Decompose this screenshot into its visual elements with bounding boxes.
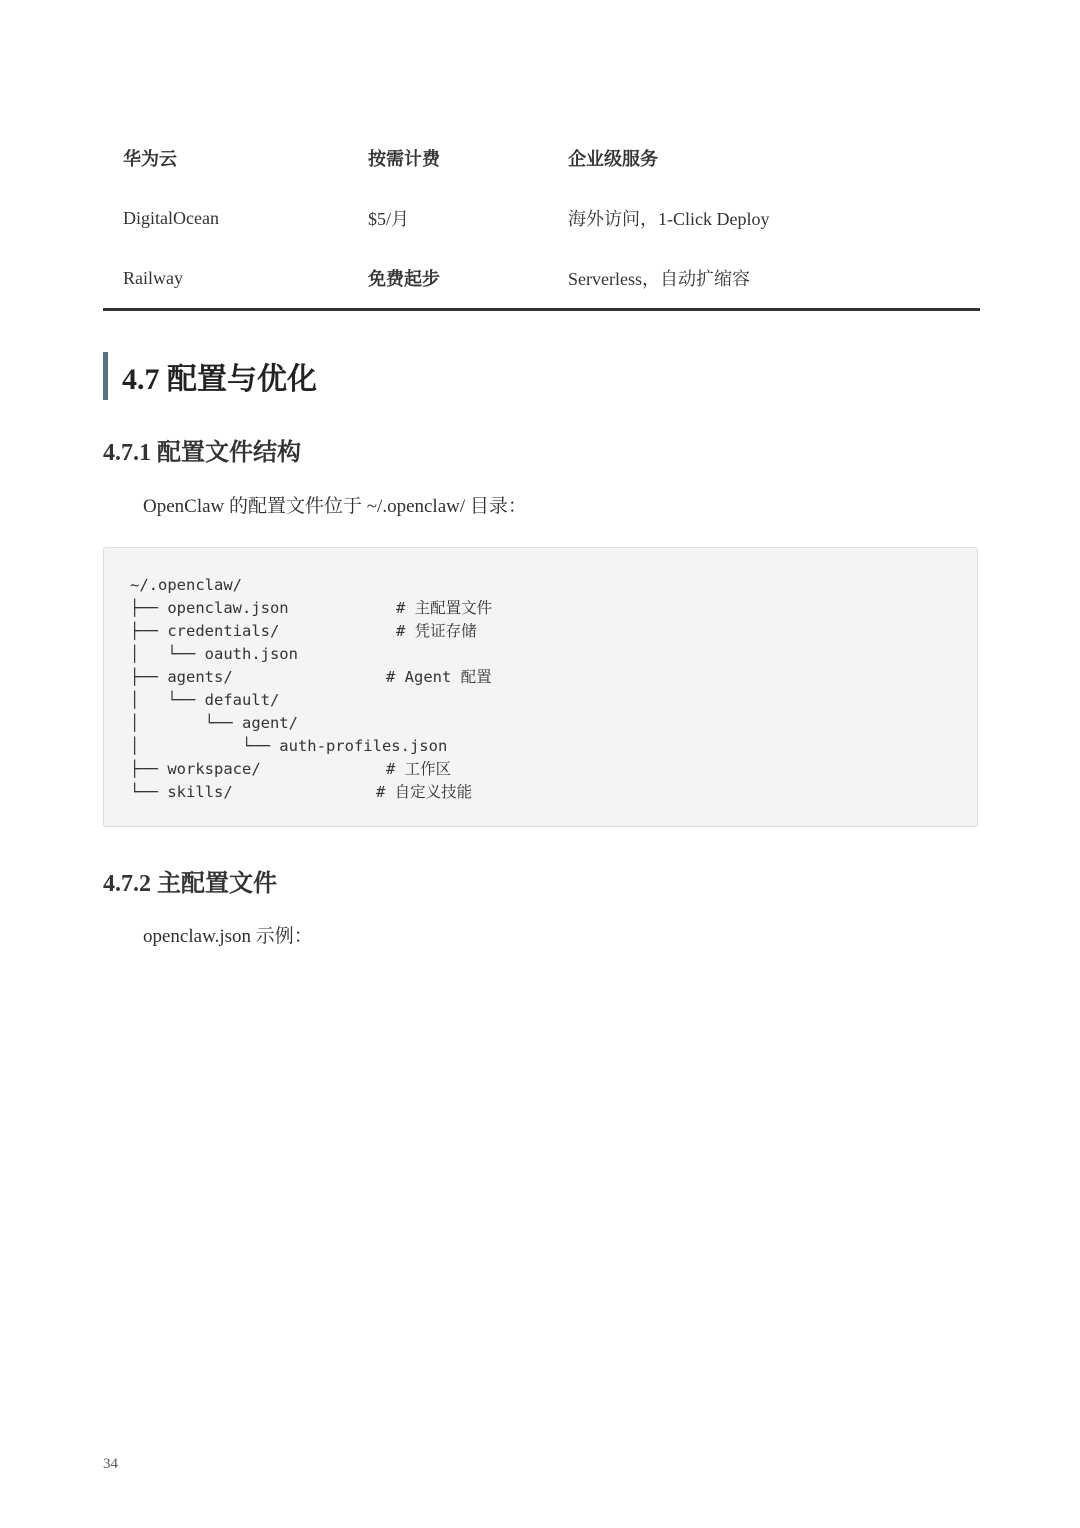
page-number: 34 [103,1456,118,1472]
code-line [130,574,447,597]
code-line [130,597,493,620]
provider-price: 按需计费 [368,149,440,169]
code-path: │ └── oauth.json [130,645,298,663]
config-location-paragraph: OpenClaw 的配置文件位于 ~/.openclaw/ 目录： [143,496,527,517]
section-heading [103,352,317,400]
code-path: ├── agents/ [130,668,233,686]
provider-name: 华为云 [123,149,177,169]
section-title: 4.7 配置与优化 [122,363,317,396]
provider-note: Serverless，自动扩缩容 [568,269,750,289]
code-path: ├── credentials/ [130,622,280,640]
table-row [103,188,980,248]
code-comment: # Agent 配置 [386,668,492,686]
code-path: │ └── default/ [130,691,280,709]
code-lines [130,574,493,804]
provider-table [103,128,980,311]
code-path: ├── openclaw.json [130,599,289,617]
subsection-heading-config-structure: 4.7.1 配置文件结构 [103,440,301,466]
provider-price: 免费起步 [368,269,440,289]
code-path: ~/.openclaw/ [130,576,242,594]
code-line [130,781,473,804]
subsection-heading-main-config: 4.7.2 主配置文件 [103,871,277,897]
code-line [130,689,447,712]
provider-note: 企业级服务 [568,149,658,169]
code-comment: # 工作区 [386,760,452,778]
table-row [103,128,980,188]
code-path: │ └── agent/ [130,714,298,732]
code-line [130,758,452,781]
code-path: └── skills/ [130,783,233,801]
code-line [130,735,447,758]
table-row [103,248,980,308]
provider-name: Railway [123,267,183,288]
provider-price: $5/月 [368,209,410,229]
provider-name: DigitalOcean [123,207,219,228]
main-config-paragraph: openclaw.json 示例： [143,926,313,947]
code-comment: # 主配置文件 [396,599,493,617]
code-comment: # 自定义技能 [376,783,473,801]
code-line [130,620,477,643]
code-line [130,666,492,689]
code-path: │ └── auth-profiles.json [130,737,448,755]
code-comment: # 凭证存储 [396,622,477,640]
code-line [130,712,447,735]
code-line [130,643,447,666]
code-path: ├── workspace/ [130,760,261,778]
code-block [103,547,978,827]
provider-note: 海外访问，1-Click Deploy [568,209,770,229]
